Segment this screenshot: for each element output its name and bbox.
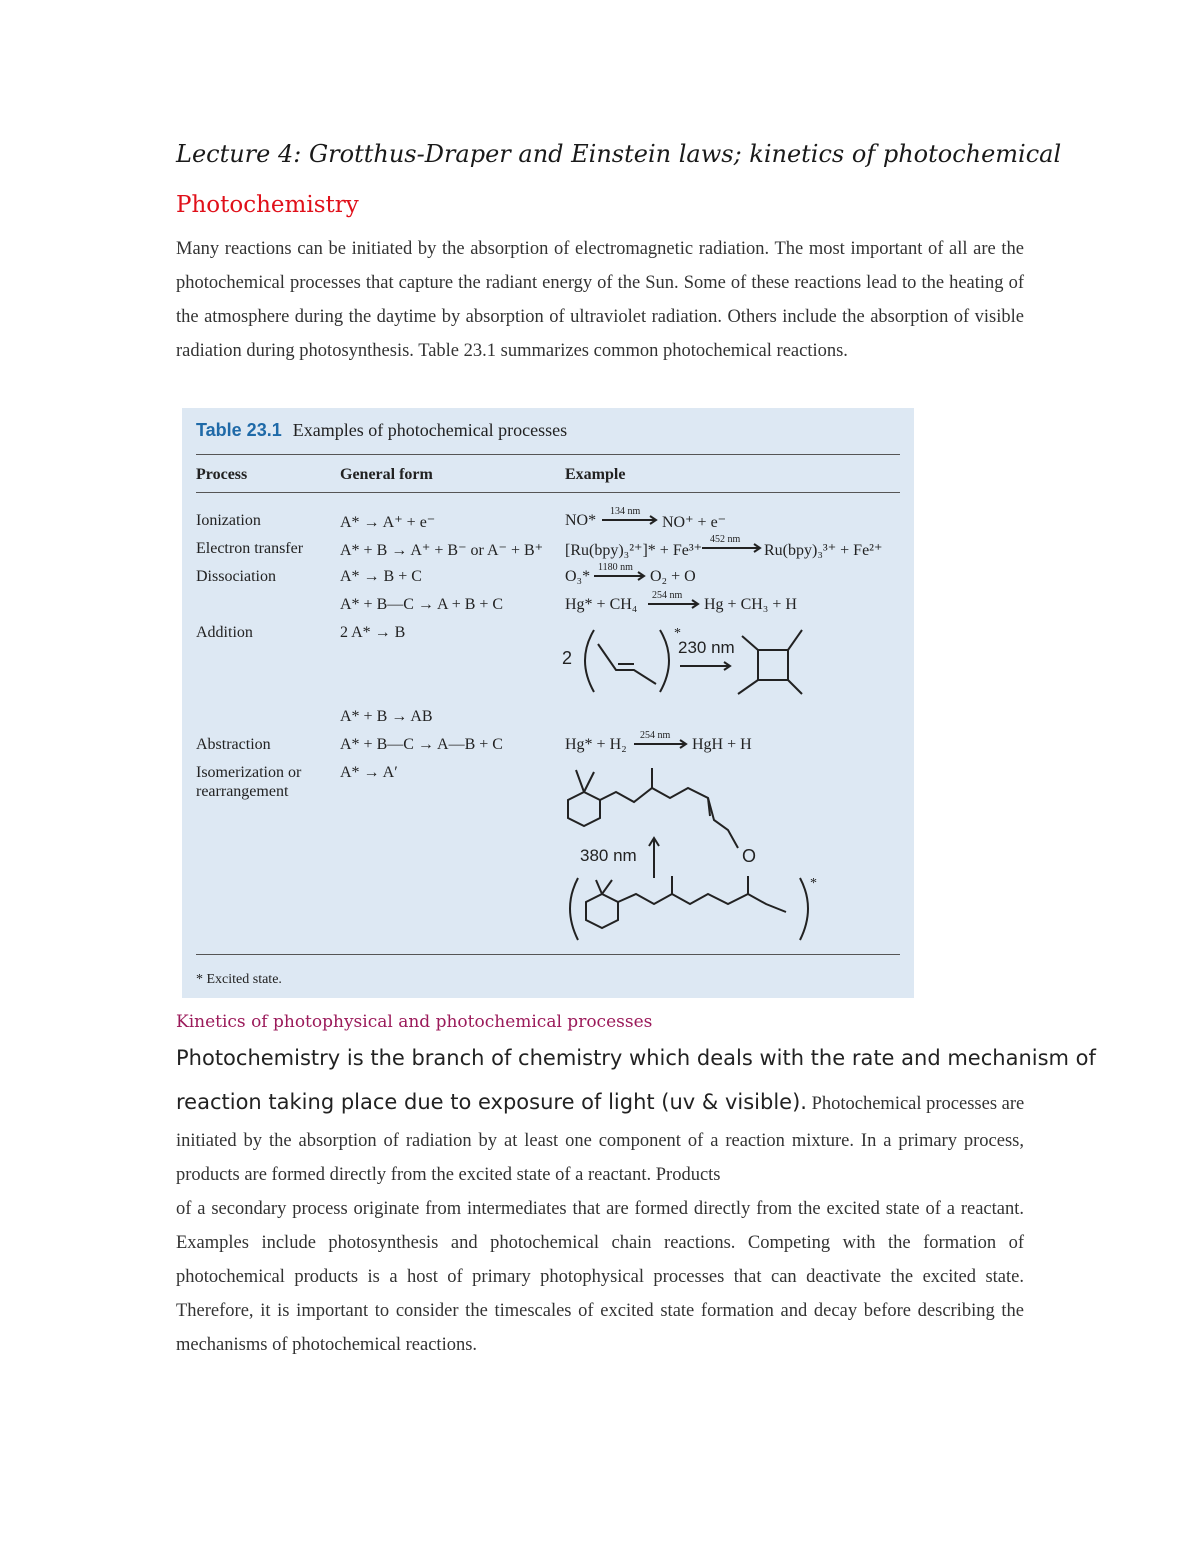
row-general-form: 2 A* → B xyxy=(340,624,406,641)
table-caption: Examples of photochemical processes xyxy=(292,420,568,440)
row-example-product: Ru(bpy)₃³⁺ + Fe²⁺ xyxy=(764,542,883,559)
row-example-reactant: NO* xyxy=(565,512,597,529)
row-wavelength: 1180 nm xyxy=(598,562,633,573)
section-heading-photochemistry: Photochemistry xyxy=(176,192,359,218)
open-paren xyxy=(585,630,594,692)
table-number: Table 23.1 xyxy=(196,420,282,440)
row-general-form: A* + B → A⁺ + B⁻ or A⁻ + B⁺ xyxy=(340,542,544,559)
lecture-title: Lecture 4: Grotthus-Draper and Einstein laws; kinetics of photochemical xyxy=(176,140,1062,168)
table-23-1 xyxy=(182,408,914,998)
row-wavelength: 254 nm xyxy=(640,730,671,741)
header-process: Process xyxy=(196,466,248,483)
row-example-product: Hg + CH₃ + H xyxy=(704,596,797,613)
kinetics-paragraph-b: of a secondary process originate from intermediates that are formed directly from the excited state of a reactant. Examples include photosynthesis and photochemical chain reactions. Competing with the formation of photochemical products is a host of primary photophysical processes that can deactivate the excited state. Therefore, it is important to consider the timescales of excited state formation and decay before describing the mechanisms of photochemical reactions. xyxy=(176,1199,1024,1355)
retinal-chain-top xyxy=(600,788,738,848)
row-wavelength: 452 nm xyxy=(710,534,741,545)
row-process: Ionization xyxy=(196,512,261,529)
retinal-star: * xyxy=(810,876,817,891)
row-general-form: A* → A′ xyxy=(340,764,398,781)
addition-wavelength: 230 nm xyxy=(678,638,735,657)
retinal-ring-bottom xyxy=(586,894,618,928)
addition-coefficient: 2 xyxy=(562,648,573,668)
row-process: Isomerization or xyxy=(196,764,302,781)
table-footnote: * Excited state. xyxy=(196,972,282,987)
addition-star: * xyxy=(674,626,681,641)
header-general-form: General form xyxy=(340,466,433,483)
header-example: Example xyxy=(565,466,626,483)
row-general-form: A* → A⁺ + e⁻ xyxy=(340,514,436,531)
chemical-structures xyxy=(182,408,914,998)
row-general-form: A* + B—C → A—B + C xyxy=(340,736,503,753)
paragraph2-start: Photochemical processes are xyxy=(806,1094,1025,1114)
row-general-form: A* + B → AB xyxy=(340,708,433,725)
row-general-form: A* → B + C xyxy=(340,568,422,585)
definition-line-2-text: reaction taking place due to exposure of light (uv & visible). xyxy=(176,1090,807,1114)
row-example-product: NO⁺ + e⁻ xyxy=(662,514,727,531)
cyclobutane-ring xyxy=(758,650,788,680)
row-example-product: O₂ + O xyxy=(650,568,696,585)
row-example-reactant: Hg* + CH₄ xyxy=(565,596,638,613)
row-wavelength: 254 nm xyxy=(652,590,683,601)
close-paren-retinal xyxy=(800,878,808,940)
row-example-reactant: O₃* xyxy=(565,568,591,585)
table-rule-bottom xyxy=(196,954,900,955)
definition-line-2 xyxy=(176,1090,1036,1115)
row-process: Addition xyxy=(196,624,253,641)
row-example-reactant: Hg* + H₂ xyxy=(565,736,627,753)
section-heading-kinetics: Kinetics of photophysical and photochemical processes xyxy=(176,1012,653,1032)
row-process-line2: rearrangement xyxy=(196,783,289,800)
open-paren-retinal xyxy=(570,878,578,940)
row-wavelength: 134 nm xyxy=(610,506,641,517)
retinal-ring-top xyxy=(568,792,600,826)
row-example-product: HgH + H xyxy=(692,736,752,753)
row-process: Electron transfer xyxy=(196,540,304,557)
kinetics-paragraph-a: initiated by the absorption of radiation by at least one component of a reaction mixture. In a primary process, products are formed directly from the excited state of a reactant. Products xyxy=(176,1131,1024,1185)
row-process: Abstraction xyxy=(196,736,271,753)
definition-line-1: Photochemistry is the branch of chemistry which deals with the rate and mechanism of xyxy=(176,1046,1096,1070)
retinal-oxygen-label: O xyxy=(742,846,757,866)
close-paren xyxy=(660,630,669,692)
isomerization-wavelength: 380 nm xyxy=(580,846,637,865)
intro-paragraph: Many reactions can be initiated by the absorption of electromagnetic radiation. The most important of all are the photochemical processes that capture the radiant energy of the Sun. Some of these reactions lead to the heating of the atmosphere during the daytime by absorption of ultraviolet radiation. Others include the absorption of visible radiation during photosynthesis. Table 23.1 summarizes common photochemical reactions. xyxy=(176,239,1024,361)
row-general-form: A* + B—C → A + B + C xyxy=(340,596,504,613)
row-example-reactant: [Ru(bpy)₃²⁺]* + Fe³⁺ xyxy=(565,542,703,559)
row-process: Dissociation xyxy=(196,568,276,585)
retinal-chain-bottom xyxy=(618,894,786,912)
